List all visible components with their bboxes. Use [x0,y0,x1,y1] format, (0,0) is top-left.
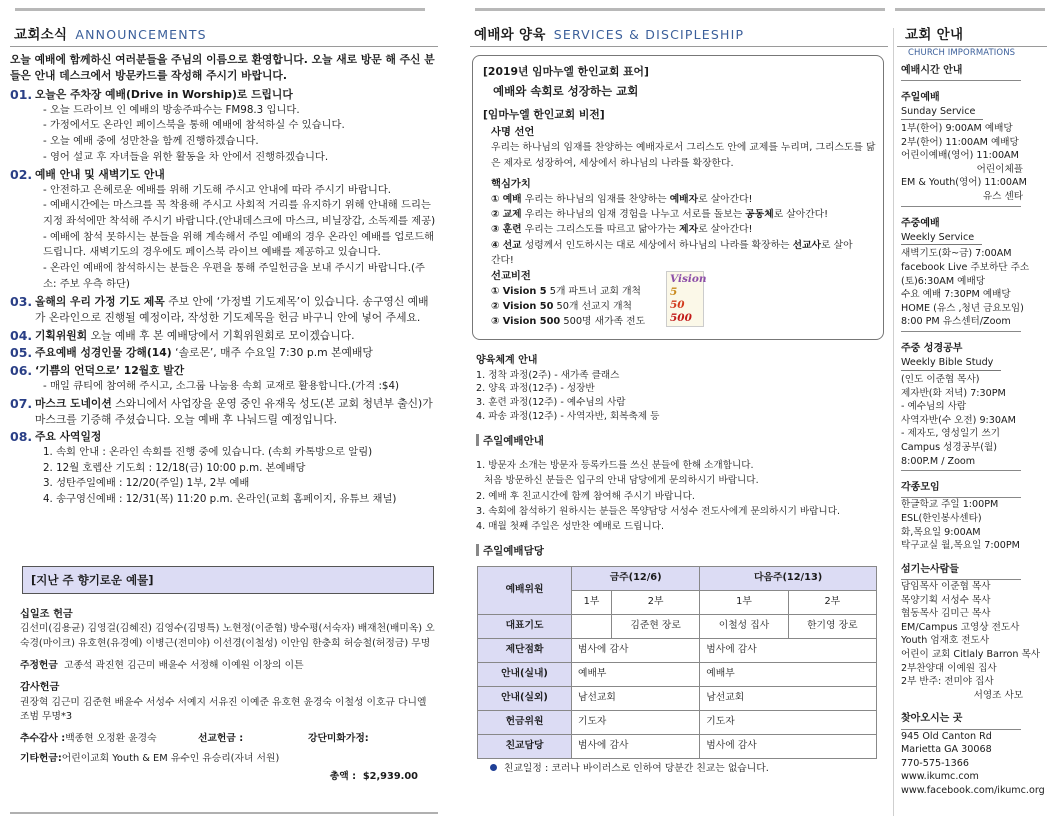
bullet-icon [490,764,497,771]
announcement-title [35,363,438,379]
core-value-mark: ① 예배 [491,194,522,205]
announcement-number: 03. [10,294,33,310]
bible-study-line: 사역자반(수 오전) 9:30AM [901,414,1016,426]
announcement-body: 스와니에서 사업장을 운영 중인 유재욱 성도(본 교회 청년부 출신)가 마스크를 기증해 주셨습니다. 오늘 예배 후 나눠드릴 예정입니다. [35,397,433,426]
sunday-service-en: Sunday Service [901,105,983,120]
announcement-number: 02. [10,167,33,183]
growth-item: 1. 정착 과정(2주) - 새가족 클래스 [476,369,620,381]
announcement-title-text: 주요 사역일정 [35,430,102,444]
weekly-service-line: 수요 예배 7:30PM 예배당 [901,289,1011,301]
other-offering-label: 기타헌금: [20,752,62,764]
announcements-title [14,26,207,46]
announcement-list [10,87,438,510]
announcement-title [35,396,438,427]
services-title-en: SERVICES & DISCIPLESHIP [553,27,745,42]
duty-row [478,711,877,735]
services-column [470,0,888,816]
staff-label: 섬기는사람들 [901,563,959,575]
sunday-guide-label: 주일예배안내 [483,435,544,447]
groups-line: 탁구교실 월,목요일 7:00PM [901,540,1020,552]
thanks-label: 감사헌금 [20,682,60,694]
core-values-label: 핵심가치 [491,178,531,190]
staff-line: 서영조 사모 [973,689,1023,701]
sunday-service-line: 어린이체플 [976,163,1023,175]
core-value-post: 로 살아간다! [698,194,753,205]
core-value-key: 예배자 [669,194,699,205]
announcement-line: - 오늘 예배 중에 성만찬을 함께 진행하겠습니다. [43,134,259,147]
growth-item: 4. 파송 과정(12주) - 사역자반, 회복축제 등 [476,411,660,423]
bottom-divider-left [10,812,438,814]
motto-label: [2019년 임마누엘 한인교회 표어] [483,65,649,78]
offerings-box-title: [지난 주 향기로운 예물] [22,566,434,594]
weekly-service-line: (토)6:30AM 예배당 [901,275,985,287]
announcement-item [10,294,438,325]
duty-part: 2부 [611,591,699,615]
core-value-pre: 우리는 그리스도를 따르고 닮아가는 [521,224,680,236]
staff-line: 2부 반주: 전미야 집사 [901,676,994,688]
duty-row-label: 친교담당 [478,735,572,759]
announcement-line: - 예배시간에는 마스크를 꼭 착용해 주시고 사회적 거리를 유지하기 위해 안내해 드리는 지정 좌석에만 착석해 주시기 바랍니다.(안내데스크에 마스크, 비닐장갑, 소독제를 제공) [43,199,436,228]
core-value-key: 선교사 [792,239,822,251]
mission-vision-desc: 500명 새가족 전도 [560,316,646,328]
vision-logo-50: 50 [670,299,685,312]
weekly-service-line: 8:00 PM 유스센터/Zoom [901,316,1011,328]
staff-line: 어린이 교회 Citlaly Barron 목사 [901,649,1041,661]
announcement-number: 05. [10,345,33,361]
announcement-item [10,167,438,292]
core-value-post: 로 살아간다! [491,239,853,266]
sunday-service-line: 유스 센타 [982,191,1023,203]
announcement-item [10,345,438,361]
duty-cell [572,615,612,639]
bible-study-line: Campus 성경공부(월) [901,441,997,453]
core-value-key: 공동체 [745,209,774,221]
weekly-service-line: 새벽기도(화~금) 7:00AM [901,248,1012,260]
bible-study-label: 주중 성경공부 [901,343,963,355]
sunday-guide-heading [476,434,544,449]
mission-vision-label: 선교비전 [491,270,531,282]
duty-table [477,566,877,759]
sunday-guide-item: 2. 예배 후 친교시간에 함께 참여해 주시기 바랍니다. [476,490,695,502]
heading-bar-icon [476,544,479,556]
staff-line: 2부찬양대 이예원 집사 [901,662,997,674]
core-value-item [491,207,881,222]
duty-row [478,663,877,687]
bible-study-line: - 예수님의 사람 [901,401,967,413]
mission-vision-list [491,284,645,330]
announcement-line: 1. 속회 안내 : 온라인 속회를 진행 중에 있습니다. (속회 카톡방으로 알림) [43,446,373,459]
announcement-line: - 영어 설교 후 자녀들을 위한 활동을 차 안에서 진행하겠습니다. [43,150,329,163]
motto: 예배와 속회로 성장하는 교회 [493,84,639,98]
announcement-number: 06. [10,362,33,378]
sunday-service-line: 2부(한어) 11:00AM 예배당 [901,136,1019,148]
offering-total-label: 총액 : [329,771,356,783]
other-offering-names: 어린이교회 Youth & EM 유수인 유승리(자녀 서원) [61,752,280,764]
duty-part: 1부 [572,591,612,615]
announcement-line: 3. 성탄주일예배 : 12/20(주일) 1부, 2부 예배 [43,477,250,490]
fellowship-note-text: 친교일정 : 코러나 바이러스로 인하여 당분간 친교는 없습니다. [504,763,769,774]
announcement-title [35,167,438,183]
groups-line: 한글학교 주일 1:00PM [901,499,999,511]
core-value-key: 제자 [679,224,699,236]
mission-label: 사명 선언 [491,126,535,138]
announcement-title [35,328,438,344]
core-value-item [491,222,881,237]
mission-statement: 우리는 하나님의 임재를 찬양하는 예배자로서 그리스도 안에 교제를 누리며, 그리스도를 닮은 제자로 성장하여, 세상에서 하나님의 나라를 확장한다. [491,142,876,169]
announcement-item [10,87,438,165]
thanks-names: 권장혁 김근미 김준현 배윤수 서성수 서예지 서유진 이예준 유호현 윤경숙 이철성 이호규 다니엘 조범 무명*3 [20,696,427,723]
growth-item: 2. 양육 과정(12주) - 성장반 [476,383,595,395]
announcement-item [10,363,438,394]
groups-line: 화,목요일 9:00AM [901,526,981,538]
growth-system [476,354,886,424]
core-value-pre: 우리는 하나님의 임재를 찬양하는 [521,194,670,205]
duty-corner: 예배위원 [478,567,572,615]
sunday-guide-list [476,458,886,535]
duty-heading [476,544,544,559]
announcement-title-text: ‘기쁨의 언덕으로’ 12월호 발간 [35,363,185,377]
core-value-post: 로 살아간다! [773,209,829,221]
offering-total [20,770,438,785]
times-rule [901,80,1021,81]
announcement-number: 01. [10,87,33,102]
duty-cell: 김준현 장로 [611,615,699,639]
duty-cell: 범사에 감사 [572,639,700,663]
announcement-title [35,87,438,103]
vision-logo [666,271,707,327]
phone-number: 770-575-1366 [901,757,969,769]
harvest-label: 추수감사 : [20,733,66,745]
heading-bar-icon [476,434,479,446]
tithe-names: 김선미(김용균) 김영걸(김혜진) 김영수(김명특) 노현정(이준협) 방수평(서숙자) 배재천(배미옥) 오숙경(마이크) 유호현(유경예) 이병근(전미야) 이선경(이철성) 이안임 한충희 허승철(허정금) 무명 [20,623,435,649]
duty-cell: 예배부 [700,663,877,687]
offering-total-value: $2,939.00 [362,771,418,783]
mission-label: 선교헌금 : [198,733,244,745]
sunday-service-label: 주일예배 [901,92,940,104]
announcement-title-text: 주요예배 성경인물 강해(14) [35,346,172,360]
announcement-line: - 온라인 예배에 참석하시는 분들은 우편을 통해 주일헌금을 보내 주시기 바랍니다.(주소: 주보 우측 하단) [43,262,425,290]
growth-item: 3. 훈련 과정(12주) - 예수님의 사람 [476,397,626,409]
info-title: 교회 안내 [905,27,964,43]
core-value-post: 로 살아간다! [698,224,753,236]
duty-row [478,639,877,663]
duty-next-week: 다음주(12/13) [700,567,877,591]
core-value-pre: 우리는 하나님의 임재 경험을 나누고 서로를 돌보는 [521,209,746,221]
core-value-mark: ② 교제 [491,209,522,221]
staff-line: 협동목사 김미근 목사 [901,608,991,620]
sunday-rule [901,206,1021,207]
mission-vision-desc: 5개 파트너 교회 개척 [546,286,642,297]
weekly-service-line: facebook Live 주보하단 주소 [901,262,1030,274]
announcement-body: 오늘 예배 후 본 예배당에서 기획위원회로 모이겠습니다. [87,328,355,342]
announcement-body: ‘솔로몬’, 매주 수요일 7:30 p.m 본예배당 [171,346,373,360]
vision-box [472,55,884,340]
weekly-service-en: Weekly Service [901,231,982,246]
announcement-item [10,328,438,344]
announcement-line: - 예배에 참석 못하시는 분들을 위해 계속해서 주일 예배의 경우 온라인 예배를 업로드해 드립니다. 새벽기도의 경우에도 페이스북 라이브 예배를 제공하고 있습니다. [43,230,435,259]
duty-row [478,687,877,711]
duty-part: 1부 [700,591,788,615]
staff-line: 목양기획 서성수 목사 [901,594,991,606]
duty-cell: 범사에 감사 [700,735,877,759]
announcement-line: - 매일 큐티에 참여해 주시고, 소그룹 나눔용 속회 교재로 활용합니다.(가격 :$4) [43,379,400,392]
bible-study-line: 제자반(화 저녁) 7:30PM [901,387,1006,399]
sunday-guide-item: 3. 속회에 참석하기 원하시는 분들은 목양담당 서성수 전도사에게 문의하시기 바랍니다. [476,506,841,518]
groups-label: 각종모임 [901,482,940,494]
duty-cell: 예배부 [572,663,700,687]
services-title-rule [470,46,888,47]
announcements-title-en: ANNOUNCEMENTS [75,27,207,42]
harvest-names: 백종현 오정환 윤경숙 [65,733,157,745]
announcement-title [35,345,438,361]
duty-cell: 남선교회 [572,687,700,711]
address-line: 945 Old Canton Rd [901,730,992,742]
address-line: Marietta GA 30068 [901,744,992,756]
other-offering-row [20,752,438,767]
tithe-label: 십일조 헌금 [20,609,73,620]
announcements-title-ko: 교회소식 [14,27,68,43]
sunday-guide-item: 4. 매월 첫째 주일은 성만찬 예배로 드립니다. [476,521,665,533]
sunday-guide-item: 처음 방문하신 분들은 입구의 안내 담당에게 문의하시기 바랍니다. [484,475,759,487]
announcement-title-text: 오늘은 주차장 예배(Drive in Worship)로 드립니다 [35,88,293,101]
sunday-service-line: 어린이예배(영어) 11:00AM [901,150,1019,162]
website-link[interactable]: www.ikumc.com [901,771,979,783]
column-divider [893,28,894,816]
sunday-service-line: 1부(한어) 9:00AM 예배당 [901,122,1013,134]
mission-vision-name: ① Vision 5 [491,286,547,297]
vision-logo-5: 5 [670,286,678,299]
times-label: 예배시간 안내 [901,65,963,76]
duty-cell: 기도자 [572,711,700,735]
announcement-line: 4. 송구영신예배 : 12/31(목) 11:20 p.m. 온라인(교회 홈페이지, 유튜브 채널) [43,493,397,506]
duty-cell: 범사에 감사 [572,735,700,759]
duty-cell: 범사에 감사 [700,639,877,663]
facebook-link[interactable]: www.facebook.com/ikumc.org [901,785,1045,797]
announcement-body: 주보 안에 ‘가정별 기도제목’이 있습니다. 송구영신 예배가 온라인으로 진행될 예정이라, 작성한 기도제목을 헌금 바구니 안에 넣어 주세요. [35,295,429,324]
weekly-rule [901,331,1021,332]
core-value-mark: ④ 선교 [491,239,522,251]
announcement-line: - 안전하고 은혜로운 예배를 위해 기도해 주시고 안내에 따라 주시기 바랍니다. [43,183,392,196]
duty-cell: 한기영 장로 [788,615,876,639]
growth-label: 양육체계 안내 [476,355,538,366]
duty-row-label: 제단점화 [478,639,572,663]
bible-study-line: (인도 이준협 목사) [901,373,980,385]
groups-line: ESL(한인봉사센타) [901,512,982,524]
mission-vision-item [491,284,645,299]
duty-row [478,735,877,759]
core-values-list [491,192,881,268]
announcements-column [10,0,438,816]
vision-logo-500: 500 [670,312,692,325]
church-decoration-label: 강단미화가정: [308,733,369,745]
address-label: 찾아오시는 곳 [901,713,963,725]
core-value-item [491,192,881,207]
duty-row-label: 안내(실외) [478,687,572,711]
sunday-offering-label: 주정헌금 [20,659,58,671]
offerings-list [20,602,438,785]
announcement-title [35,294,438,325]
duty-this-week: 금주(12/6) [572,567,700,591]
duty-row-label: 대표기도 [478,615,572,639]
mission-vision-desc: 50개 선교지 개척 [553,301,633,313]
announcement-title-text: 마스크 도네이션 [35,397,112,411]
info-title-en: CHURCH IMPORMATIONS [908,48,1016,58]
announcement-number: 04. [10,327,33,343]
core-value-item [491,238,856,268]
announcement-title-text: 예배 안내 및 새벽기도 안내 [35,168,165,182]
duty-row-label: 헌금위원 [478,711,572,735]
mission-vision-item [491,299,645,314]
announcement-item [10,429,438,507]
vision-label: [임마누엘 한인교회 비전] [483,108,605,121]
duty-row [478,615,877,639]
announcement-line: - 오늘 드라이브 인 예배의 방송주파수는 FM98.3 입니다. [43,103,300,116]
duty-label: 주일예배담당 [483,545,544,557]
sunday-offering-row [20,659,438,674]
services-title-ko: 예배와 양육 [474,27,546,43]
church-info-column [895,0,1050,816]
duty-cell: 이철성 집사 [700,615,788,639]
church-info [901,64,1045,798]
announcement-line: - 가정에서도 온라인 페이스북을 통해 예배에 참석하실 수 있습니다. [43,119,345,132]
bible-study-line: 8:00P.M / Zoom [901,455,976,467]
sunday-service-line: EM & Youth(영어) 11:00AM [901,177,1027,189]
announcement-title-text: 기획위원회 [35,328,88,342]
bible-study-line: - 제자도, 영성일기 쓰기 [901,428,1001,440]
staff-line: EM/Campus 고영상 전도사 [901,621,1020,633]
duty-row-label: 안내(실내) [478,663,572,687]
duty-header-row [478,567,877,591]
staff-line: 담임목사 이준협 목사 [901,580,991,592]
duty-part: 2부 [788,591,876,615]
announcement-number: 08. [10,429,33,445]
fellowship-note [490,762,769,776]
sunday-guide-item: 1. 방문자 소개는 방문자 등록카드를 쓰신 분들에 한해 소개합니다. [476,460,754,471]
services-title [474,26,744,46]
core-value-mark: ③ 훈련 [491,224,522,236]
announcement-number: 07. [10,396,33,412]
duty-cell: 남선교회 [700,687,877,711]
vision-logo-word: Vision [670,273,707,285]
weekly-service-label: 주중예배 [901,217,940,229]
mission-vision-name: ② Vision 50 [491,301,554,313]
announcements-intro: 오늘 예배에 함께하신 여러분들을 주님의 이름으로 환영합니다. 오늘 새로 방문 해 주신 분들은 안내 데스크에서 방문카드를 작성해 주시기 바랍니다. [10,53,435,83]
mission-vision-name: ③ Vision 500 [491,316,561,328]
mission-vision-item [491,314,645,329]
duty-body [478,615,877,759]
duty-cell: 기도자 [700,711,877,735]
sunday-offering-names: 고종석 곽진현 김근미 배윤수 서정해 이예원 이창의 이튼 [64,659,304,671]
staff-line: Youth 엄재호 전도사 [901,635,990,647]
announcement-item [10,396,438,427]
announcements-title-rule [10,46,438,47]
announcement-title-text: 올해의 우리 가정 기도 제목 [35,295,165,309]
announcement-line: 2. 12월 호렙산 기도회 : 12/18(금) 10:00 p.m. 본예배당 [43,461,306,474]
special-offering-row [20,732,438,747]
weekly-service-line: HOME (유스 ,청년 금요모임) [901,302,1024,314]
bible-rule [901,470,1021,471]
bible-study-en: Weekly Bible Study [901,356,1001,371]
announcement-title [35,429,438,445]
core-value-pre: 성령께서 인도하시는 대로 세상에서 하나님의 나라를 확장하는 [521,239,793,251]
